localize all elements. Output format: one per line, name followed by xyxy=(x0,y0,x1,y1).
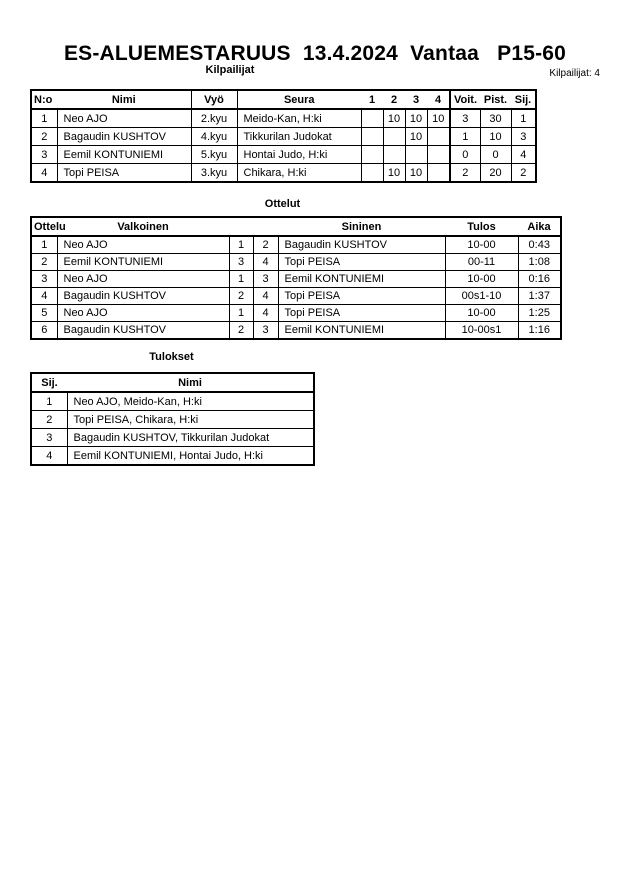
result-row xyxy=(31,447,314,466)
result-row xyxy=(31,429,314,447)
cell-sij: 1 xyxy=(31,392,67,411)
col-header-seura: Seura xyxy=(237,90,361,109)
match-row xyxy=(31,271,561,288)
tulokset-section-title: Tulokset xyxy=(149,351,194,363)
cell-white-name: Bagaudin KUSHTOV xyxy=(57,288,229,305)
cell-aika: 1:08 xyxy=(518,254,561,271)
ottelut-section-title: Ottelut xyxy=(264,198,301,210)
match-row xyxy=(31,288,561,305)
cell-score-3: 10 xyxy=(405,109,427,128)
col-header-pist: Pist. xyxy=(480,90,511,109)
cell-blue-name: Topi PEISA xyxy=(278,305,445,322)
cell-white-no: 1 xyxy=(229,236,253,254)
col-header-3: 3 xyxy=(405,90,427,109)
cell-seura: Meido-Kan, H:ki xyxy=(237,109,361,128)
result-row xyxy=(31,411,314,429)
cell-sij: 2 xyxy=(511,164,536,183)
col-header-tulos: Tulos xyxy=(445,217,518,236)
cell-vyo: 4.kyu xyxy=(191,128,237,146)
col-header-sininen: Sininen xyxy=(278,217,445,236)
cell-score-4 xyxy=(427,164,450,183)
cell-blue-no: 4 xyxy=(253,254,278,271)
cell-nimi: Eemil KONTUNIEMI, Hontai Judo, H:ki xyxy=(67,447,314,466)
cell-blue-no: 4 xyxy=(253,305,278,322)
col-header-sij: Sij. xyxy=(31,373,67,392)
cell-seura: Tikkurilan Judokat xyxy=(237,128,361,146)
cell-match-no: 4 xyxy=(31,288,57,305)
competitor-row xyxy=(31,164,536,183)
competitor-row xyxy=(31,146,536,164)
cell-match-no: 6 xyxy=(31,322,57,340)
cell-vyo: 2.kyu xyxy=(191,109,237,128)
cell-aika: 1:16 xyxy=(518,322,561,340)
cell-white-no: 3 xyxy=(229,254,253,271)
cell-pist: 20 xyxy=(480,164,511,183)
cell-pist: 30 xyxy=(480,109,511,128)
cell-voit: 1 xyxy=(450,128,480,146)
cell-white-name: Neo AJO xyxy=(57,236,229,254)
cell-score-1 xyxy=(361,128,383,146)
cell-blue-no: 4 xyxy=(253,288,278,305)
cell-no: 4 xyxy=(31,164,57,183)
cell-white-no: 2 xyxy=(229,322,253,340)
cell-nimi: Topi PEISA, Chikara, H:ki xyxy=(67,411,314,429)
match-row xyxy=(31,236,561,254)
match-row xyxy=(31,322,561,340)
cell-score-4 xyxy=(427,146,450,164)
col-header-nimi: Nimi xyxy=(67,373,314,392)
competitor-row xyxy=(31,128,536,146)
cell-blue-name: Topi PEISA xyxy=(278,254,445,271)
cell-blue-name: Eemil KONTUNIEMI xyxy=(278,271,445,288)
cell-blue-no: 3 xyxy=(253,271,278,288)
cell-white-name: Neo AJO xyxy=(57,305,229,322)
cell-score-2 xyxy=(383,128,405,146)
cell-score-3: 10 xyxy=(405,128,427,146)
col-header-vyo: Vyö xyxy=(191,90,237,109)
match-row xyxy=(31,305,561,322)
cell-seura: Chikara, H:ki xyxy=(237,164,361,183)
cell-tulos: 00s1-10 xyxy=(445,288,518,305)
kilpailijat-table xyxy=(30,89,537,183)
cell-tulos: 10-00 xyxy=(445,305,518,322)
cell-pist: 10 xyxy=(480,128,511,146)
col-header-2: 2 xyxy=(383,90,405,109)
cell-sij: 3 xyxy=(31,429,67,447)
cell-tulos: 00-11 xyxy=(445,254,518,271)
cell-sij: 3 xyxy=(511,128,536,146)
cell-vyo: 5.kyu xyxy=(191,146,237,164)
cell-nimi: Neo AJO, Meido-Kan, H:ki xyxy=(67,392,314,411)
cell-match-no: 5 xyxy=(31,305,57,322)
cell-nimi: Topi PEISA xyxy=(57,164,191,183)
competitors-count: Kilpailijat: 4 xyxy=(549,68,600,79)
ottelut-header-row xyxy=(31,217,561,236)
page-title: ES-ALUEMESTARUUS 13.4.2024 Vantaa P15-60 xyxy=(63,42,567,65)
cell-voit: 2 xyxy=(450,164,480,183)
cell-vyo: 3.kyu xyxy=(191,164,237,183)
cell-blue-name: Topi PEISA xyxy=(278,288,445,305)
cell-seura: Hontai Judo, H:ki xyxy=(237,146,361,164)
cell-sij: 4 xyxy=(31,447,67,466)
cell-score-1 xyxy=(361,164,383,183)
cell-no: 1 xyxy=(31,109,57,128)
cell-nimi: Neo AJO xyxy=(57,109,191,128)
ottelut-table xyxy=(30,216,562,340)
cell-score-2: 10 xyxy=(383,164,405,183)
cell-blue-no: 3 xyxy=(253,322,278,340)
cell-aika: 1:37 xyxy=(518,288,561,305)
cell-tulos: 10-00 xyxy=(445,236,518,254)
cell-no: 2 xyxy=(31,128,57,146)
col-header-no: N:o xyxy=(31,90,57,109)
cell-no: 3 xyxy=(31,146,57,164)
cell-score-2 xyxy=(383,146,405,164)
cell-tulos: 10-00 xyxy=(445,271,518,288)
ottelut-header-spacer xyxy=(229,217,278,236)
cell-match-no: 2 xyxy=(31,254,57,271)
cell-white-name: Neo AJO xyxy=(57,271,229,288)
cell-score-3: 10 xyxy=(405,164,427,183)
col-header-voit: Voit. xyxy=(450,90,480,109)
cell-score-3 xyxy=(405,146,427,164)
cell-nimi: Bagaudin KUSHTOV xyxy=(57,128,191,146)
tulokset-header-row xyxy=(31,373,314,392)
cell-match-no: 1 xyxy=(31,236,57,254)
cell-score-1 xyxy=(361,109,383,128)
cell-score-4 xyxy=(427,128,450,146)
cell-white-name: Bagaudin KUSHTOV xyxy=(57,322,229,340)
cell-white-no: 2 xyxy=(229,288,253,305)
cell-aika: 0:43 xyxy=(518,236,561,254)
cell-pist: 0 xyxy=(480,146,511,164)
result-row xyxy=(31,392,314,411)
cell-voit: 3 xyxy=(450,109,480,128)
cell-blue-name: Eemil KONTUNIEMI xyxy=(278,322,445,340)
cell-voit: 0 xyxy=(450,146,480,164)
cell-nimi: Eemil KONTUNIEMI xyxy=(57,146,191,164)
cell-score-1 xyxy=(361,146,383,164)
cell-white-no: 1 xyxy=(229,305,253,322)
cell-aika: 0:16 xyxy=(518,271,561,288)
match-row xyxy=(31,254,561,271)
cell-white-name: Eemil KONTUNIEMI xyxy=(57,254,229,271)
cell-tulos: 10-00s1 xyxy=(445,322,518,340)
cell-match-no: 3 xyxy=(31,271,57,288)
col-header-nimi: Nimi xyxy=(57,90,191,109)
cell-white-no: 1 xyxy=(229,271,253,288)
col-header-sij: Sij. xyxy=(511,90,536,109)
cell-score-4: 10 xyxy=(427,109,450,128)
kilpailijat-header-row xyxy=(31,90,536,109)
cell-score-2: 10 xyxy=(383,109,405,128)
cell-aika: 1:25 xyxy=(518,305,561,322)
col-header-valkoinen: Valkoinen xyxy=(57,217,229,236)
cell-sij: 4 xyxy=(511,146,536,164)
col-header-aika: Aika xyxy=(518,217,561,236)
col-header-1: 1 xyxy=(361,90,383,109)
cell-blue-no: 2 xyxy=(253,236,278,254)
competitor-row xyxy=(31,109,536,128)
cell-nimi: Bagaudin KUSHTOV, Tikkurilan Judokat xyxy=(67,429,314,447)
tulokset-table xyxy=(30,372,315,466)
col-header-ottelu: Ottelu xyxy=(31,217,57,236)
cell-sij: 1 xyxy=(511,109,536,128)
kilpailijat-section-title: Kilpailijat xyxy=(205,64,255,76)
col-header-4: 4 xyxy=(427,90,450,109)
cell-sij: 2 xyxy=(31,411,67,429)
cell-blue-name: Bagaudin KUSHTOV xyxy=(278,236,445,254)
